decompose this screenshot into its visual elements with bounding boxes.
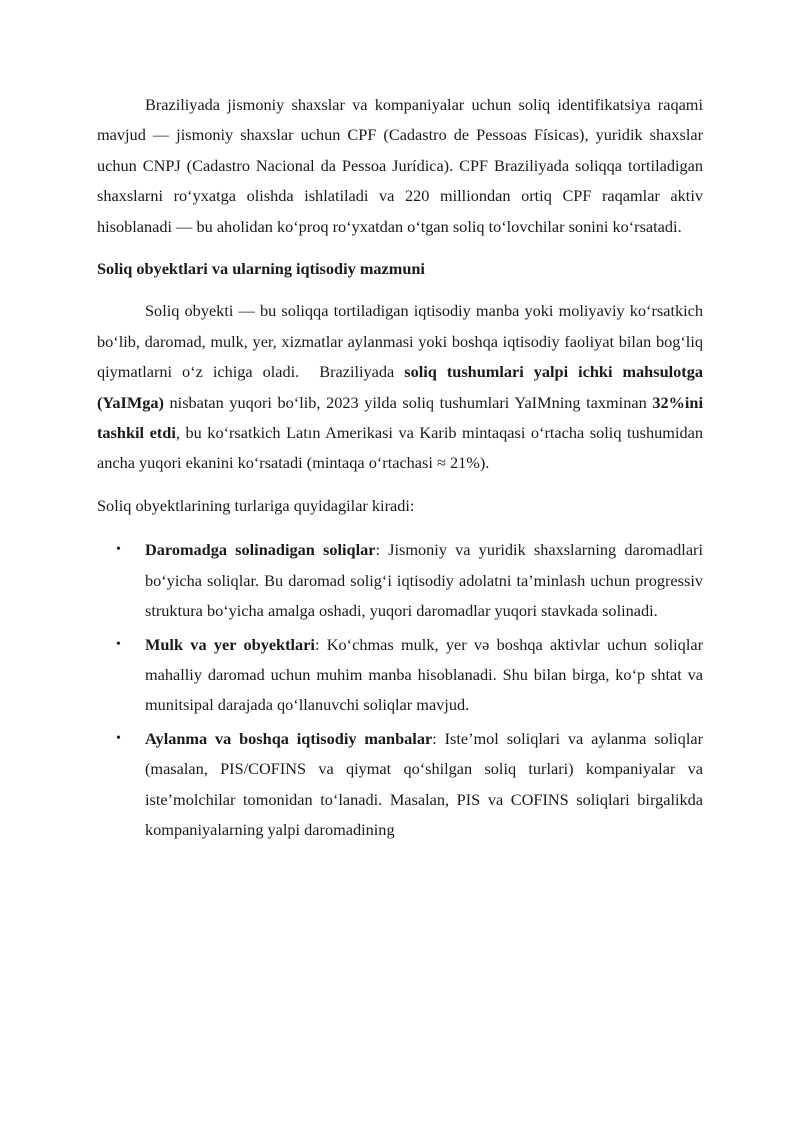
bullet-icon: •: [116, 730, 121, 746]
document-page: [97, 90, 703, 848]
list-item: [97, 724, 703, 846]
tax-object-list: [97, 535, 703, 845]
bold-phrase: soliq tushumlari yalpi ichki mahsulotga (YaIMga): [97, 362, 703, 412]
intro-paragraph: Braziliyada jismoniy shaxslar va kompaniyalar uchun soliq identifikatsiya raqami mavjud — jismoniy shaxslar uchun CPF (Cadastro de Pessoas Físicas), yuridik shaxslar uchun CNPJ (Cadastro Nacional da Pessoa Jurídica). CPF Braziliyada soliqqa tortiladigan shaxslarni ro‘yxatga olishda ishlatiladi va 220 milliondan ortiq CPF raqamlar aktiv hisoblanadi — bu aholidan ko‘proq ro‘yxatdan o‘tgan soliq to‘lovchilar sonini ko‘rsatadi.: [97, 95, 703, 236]
list-item-title: Mulk va yer obyektlari: [145, 634, 315, 654]
list-item: [97, 535, 703, 626]
paragraph-text: , bu ko‘rsatkich Latın Amerikasi va Karib mintaqasi o‘rtacha soliq tushumidan ancha yuqori ekanini ko‘rsatadi (mintaqa o‘rtachasi ≈ 21%).: [97, 423, 703, 473]
list-item-text: : Ko‘chmas mulk, yer və boshqa aktivlar uchun soliqlar mahalliy daromad uchun muhim manba hisoblanadi. Shu bilan birga, ko‘p shtat va munitsipal darajada qo‘llanuvchi soliqlar mavjud.: [145, 634, 703, 715]
list-item-title: Aylanma va boshqa iqtisodiy manbalar: [145, 728, 433, 748]
bold-phrase: 32%ini tashkil etdi: [97, 392, 703, 443]
paragraph-text: nisbatan yuqori bo‘lib, 2023 yilda soliq tushumlari YaIMning taxminan: [163, 392, 653, 412]
bullet-icon: •: [116, 542, 121, 558]
paragraph-text: Soliq obyekti — bu soliqqa tortiladigan iqtisodiy manba yoki moliyaviy ko‘rsatkich bo‘lib, daromad, mulk, yer, xizmatlar aylanmasi yoki boshqa iqtisodiy faoliyat bilan bog‘liq qiymatlarni o‘z ichiga oladi.: [97, 301, 703, 382]
list-item: [97, 630, 703, 721]
bullet-icon: •: [116, 636, 121, 652]
list-intro: Soliq obyektlarining turlariga quyidagilar kiradi:: [97, 495, 415, 515]
list-item-text: : Jismoniy va yuridik shaxslarning daromadlari bo‘yicha soliqlar. Bu daromad solig‘i iqtisodiy adolatni ta’minlash uchun progressiv struktura bo‘yicha amalga oshadi, yuqori daromadlar yuqori stavkada solinadi.: [145, 540, 704, 621]
paragraph-text: Braziliyada: [319, 362, 405, 382]
tax-object-paragraph: [97, 296, 703, 478]
list-item-title: Daromadga solinadigan soliqlar: [145, 540, 376, 560]
list-item-text: : Iste’mol soliqlari va aylanma soliqlar (masalan, PIS/COFINS va qiymat qo‘shilgan soliq turlari) kompaniyalar va iste’molchilar tomonidan to‘lanadi. Masalan, PIS va COFINS soliqlari birgalikda kompaniyalarning yalpi daromadining: [145, 728, 703, 839]
section-heading: Soliq obyektlari va ularning iqtisodiy mazmuni: [97, 259, 425, 279]
